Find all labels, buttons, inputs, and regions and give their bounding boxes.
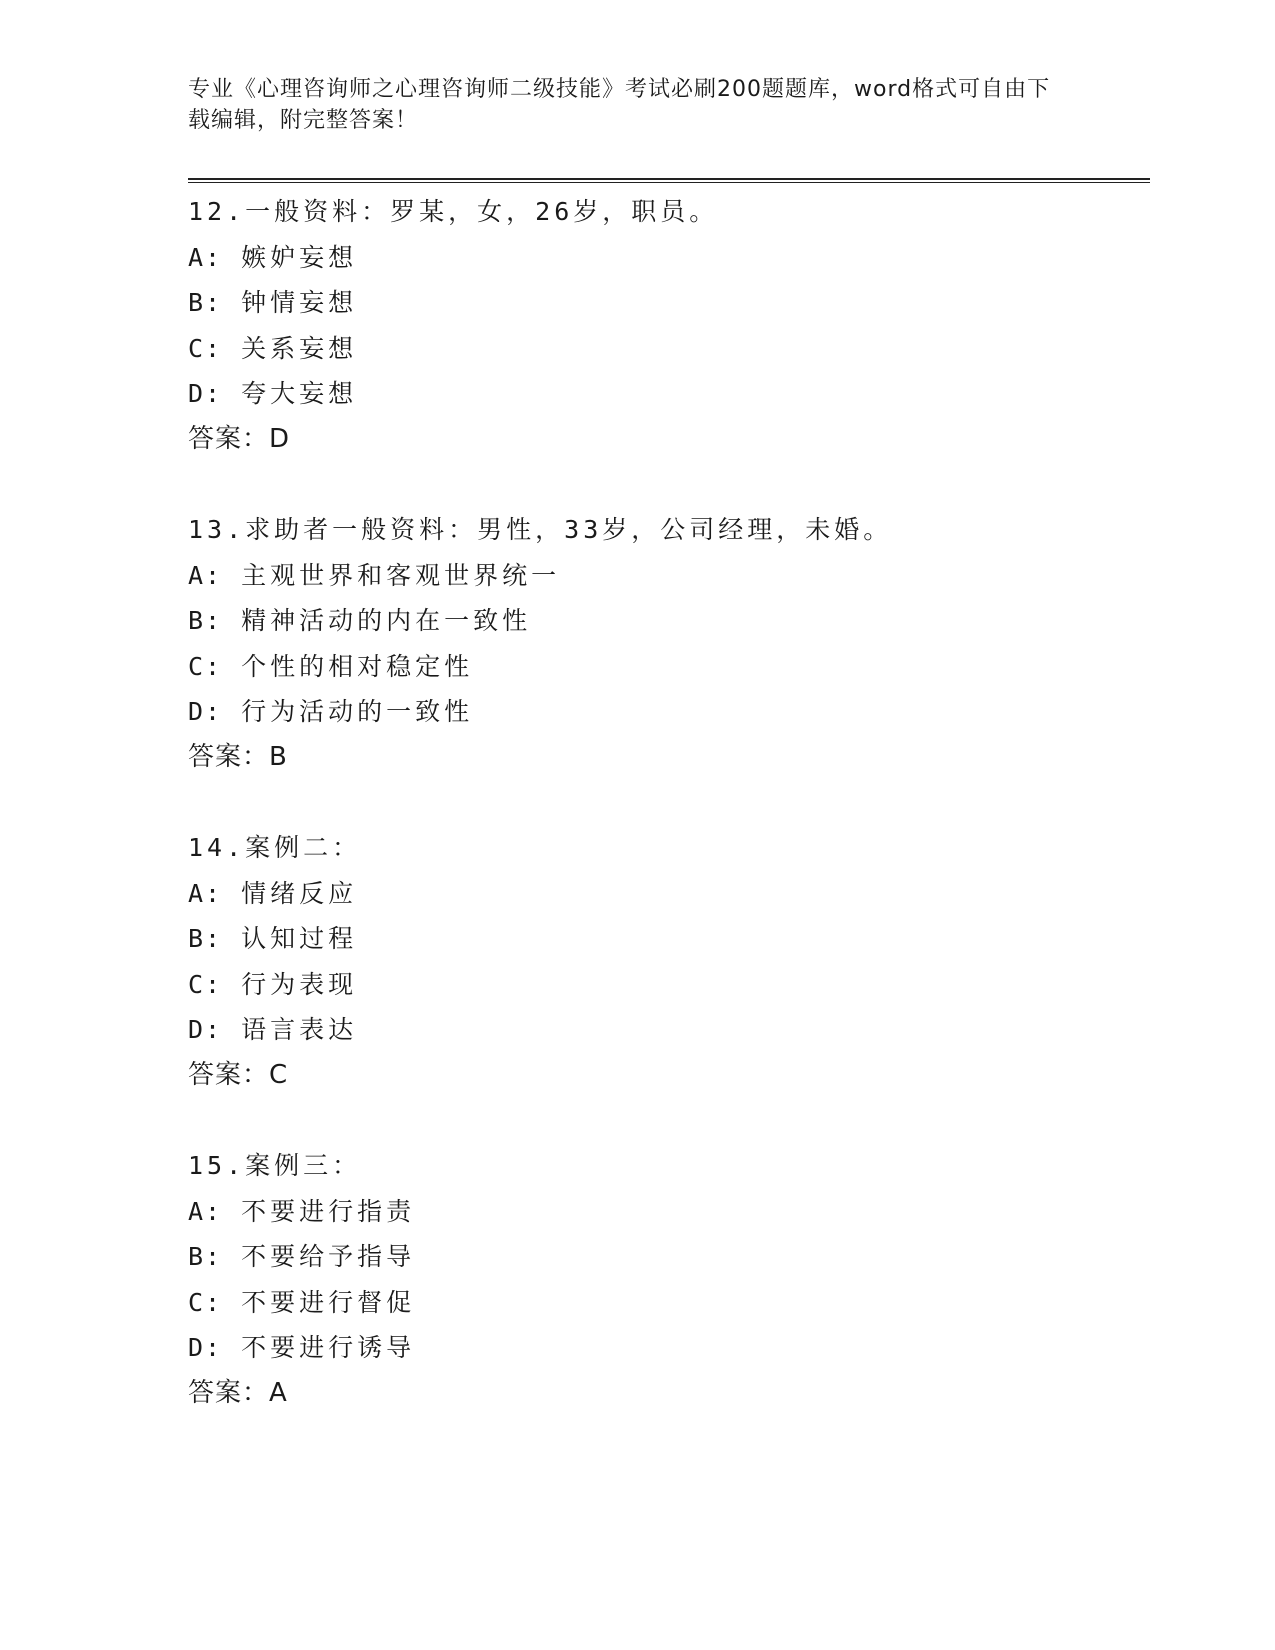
document-intro: 专业《心理咨询师之心理咨询师二级技能》考试必刷200题题库，word格式可自由下载编辑，附完整答案！ <box>188 77 1051 133</box>
option-text: 精神活动的内在一致性 <box>241 606 532 635</box>
answer-line: 答案：B <box>188 741 288 772</box>
option-label: C: <box>188 969 223 999</box>
option-label: C: <box>188 333 223 363</box>
option-c <box>188 326 1148 372</box>
option-label: A: <box>188 560 223 590</box>
option-text: 语言表达 <box>241 1015 358 1044</box>
option-d <box>188 689 1148 735</box>
option-c <box>188 644 1148 690</box>
option-a <box>188 1189 1148 1235</box>
question-title: 14.案例二： <box>188 833 362 862</box>
question-list <box>188 189 1148 1461</box>
option-label: D: <box>188 1015 223 1044</box>
option-c <box>188 962 1148 1008</box>
option-b <box>188 280 1148 326</box>
option-b <box>188 916 1148 962</box>
option-a <box>188 553 1148 599</box>
option-b <box>188 598 1148 644</box>
answer-line: 答案：C <box>188 1059 289 1090</box>
option-text: 个性的相对稳定性 <box>241 651 474 681</box>
option-a <box>188 235 1148 281</box>
option-label: C: <box>188 651 223 681</box>
option-text: 主观世界和客观世界统一 <box>241 560 561 590</box>
option-label: D: <box>188 697 223 726</box>
option-label: B: <box>188 1242 223 1271</box>
option-text: 关系妄想 <box>241 333 358 363</box>
option-label: C: <box>188 1287 223 1317</box>
option-text: 认知过程 <box>241 924 358 953</box>
question-title: 12.一般资料：罗某，女，26岁，职员。 <box>188 197 719 226</box>
option-text: 行为活动的一致性 <box>241 697 474 726</box>
question-item <box>188 507 1148 825</box>
option-text: 不要给予指导 <box>241 1242 416 1271</box>
option-label: D: <box>188 379 223 408</box>
option-text: 行为表现 <box>241 969 358 999</box>
question-item <box>188 825 1148 1143</box>
answer-line: 答案：A <box>188 1377 288 1408</box>
answer-line: 答案：D <box>188 423 291 454</box>
option-text: 夸大妄想 <box>241 379 358 408</box>
header-divider-thin <box>188 182 1150 183</box>
option-text: 不要进行督促 <box>241 1287 416 1317</box>
question-title: 15.案例三： <box>188 1151 362 1180</box>
question-item <box>188 189 1148 507</box>
question-title: 13.求助者一般资料：男性，33岁，公司经理，未婚。 <box>188 515 893 544</box>
option-b <box>188 1234 1148 1280</box>
option-text: 不要进行指责 <box>241 1196 416 1226</box>
option-text: 钟情妄想 <box>241 288 358 317</box>
option-label: D: <box>188 1333 223 1362</box>
option-d <box>188 371 1148 417</box>
option-label: B: <box>188 288 223 317</box>
option-d <box>188 1325 1148 1371</box>
option-label: A: <box>188 1196 223 1226</box>
option-d <box>188 1007 1148 1053</box>
option-label: A: <box>188 878 223 908</box>
option-text: 情绪反应 <box>241 878 358 908</box>
option-label: A: <box>188 242 223 272</box>
header-divider-thick <box>188 178 1150 180</box>
option-c <box>188 1280 1148 1326</box>
option-text: 嫉妒妄想 <box>241 242 358 272</box>
option-a <box>188 871 1148 917</box>
option-label: B: <box>188 924 223 953</box>
option-label: B: <box>188 606 223 635</box>
option-text: 不要进行诱导 <box>241 1333 416 1362</box>
question-item <box>188 1143 1148 1461</box>
